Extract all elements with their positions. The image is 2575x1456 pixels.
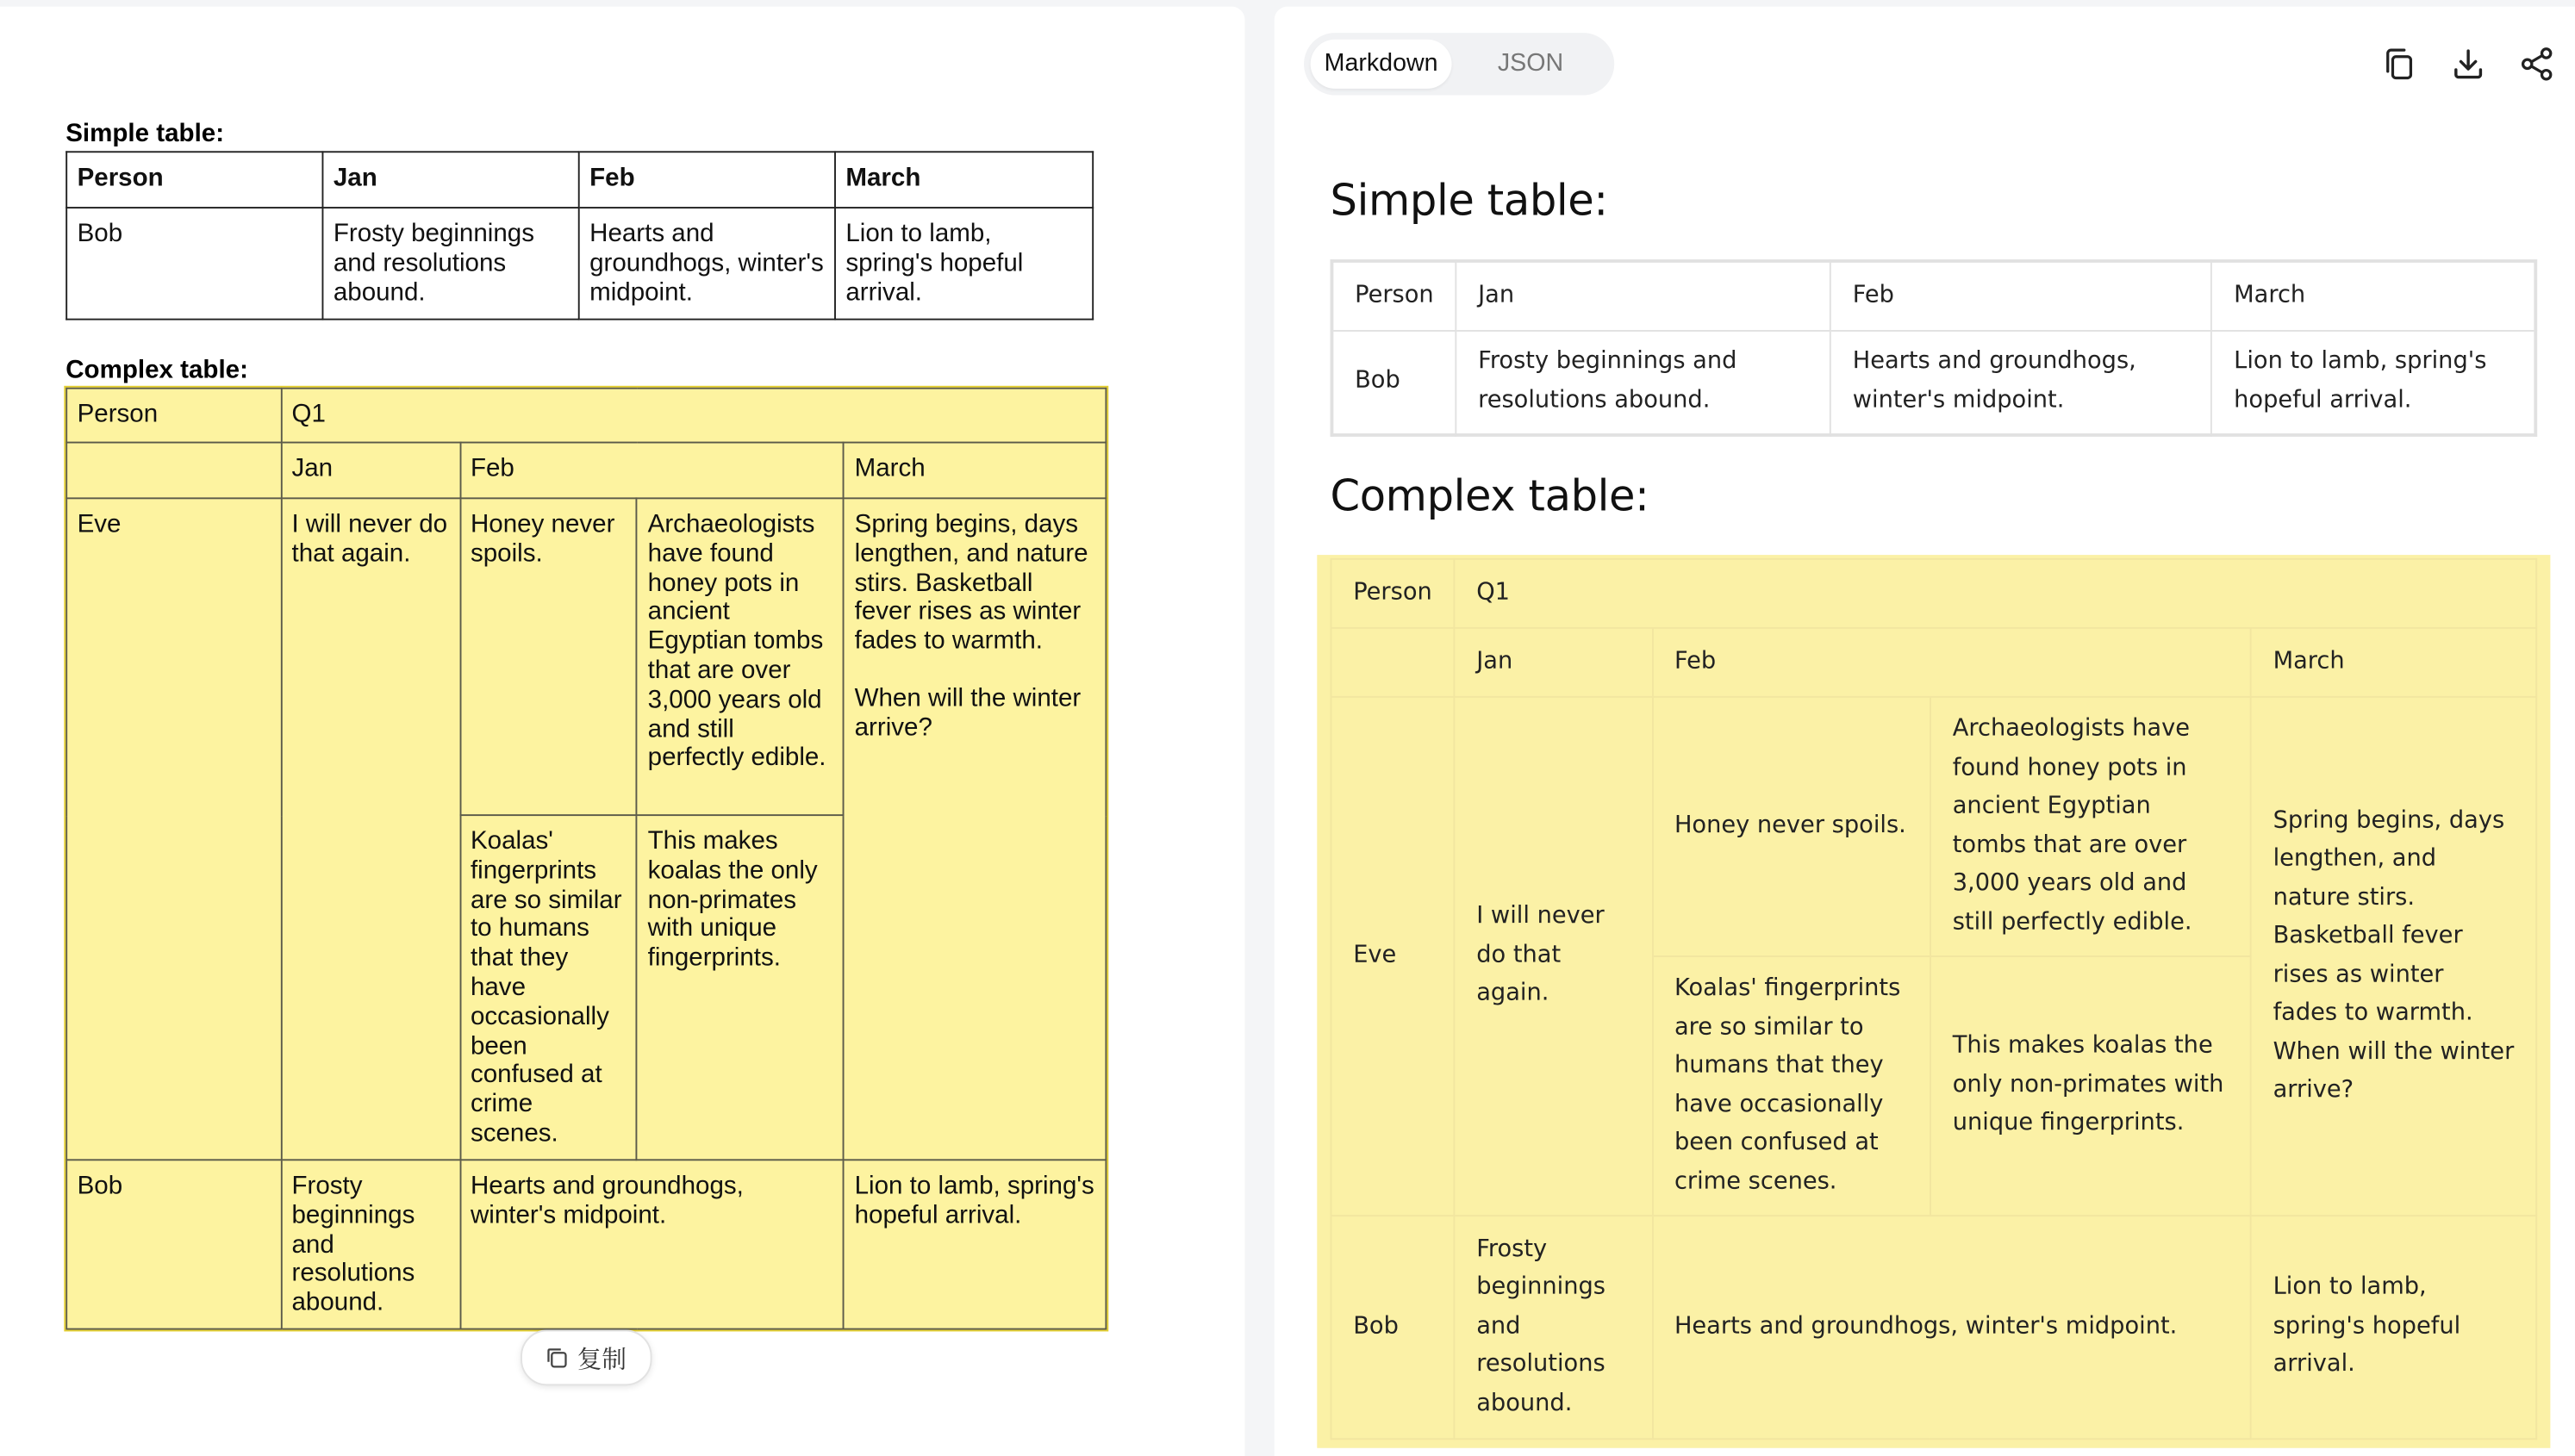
- table-cell: Hearts and groundhogs, winter's midpoint.: [1652, 1216, 2251, 1439]
- table-header-cell: Feb: [579, 152, 835, 208]
- table-cell: Lion to lamb, spring's hopeful arrival.: [2251, 1216, 2536, 1439]
- table-header-row: [66, 152, 1093, 208]
- table-header-cell: Feb: [1830, 261, 2211, 330]
- md-complex-table: [1331, 558, 2538, 1440]
- table-cell: Honey never spoils.: [460, 498, 638, 815]
- table-header-row: [1331, 261, 2535, 330]
- table-cell: March: [2251, 628, 2536, 697]
- table-row: [1331, 559, 2536, 628]
- table-cell: Person: [66, 389, 281, 443]
- doc-complex-table: [65, 388, 1107, 1330]
- table-cell: Bob: [66, 208, 322, 320]
- table-header-cell: Jan: [322, 152, 578, 208]
- table-cell: Lion to lamb, spring's hopeful arrival.: [844, 1160, 1106, 1328]
- copy-output-button[interactable]: [2381, 46, 2417, 82]
- table-cell: Hearts and groundhogs, winter's midpoint.: [579, 208, 835, 320]
- table-cell: Hearts and groundhogs, winter's midpoint.: [460, 1160, 845, 1328]
- table-header-cell: March: [2211, 261, 2535, 330]
- doc-simple-label: Simple table:: [65, 120, 225, 148]
- table-cell: Eve: [1331, 697, 1454, 1216]
- share-icon: [2519, 46, 2555, 82]
- table-cell: Archaeologists have found honey pots in ancient Egyptian tombs that are over 3,000 years old and still perfectly edible.: [637, 498, 844, 815]
- copy-icon: [546, 1347, 570, 1370]
- doc-simple-table: [65, 151, 1094, 320]
- table-header-cell: Person: [1331, 261, 1456, 330]
- copy-button-label: 复制: [577, 1345, 627, 1374]
- table-cell: Jan: [1454, 628, 1652, 697]
- table-header-cell: Jan: [1456, 261, 1830, 330]
- table-cell: I will never do that again.: [281, 498, 459, 1160]
- table-cell: March: [844, 443, 1106, 499]
- table-cell: Eve: [66, 498, 281, 1160]
- cell-paragraph: When will the winter arrive?: [854, 684, 1082, 742]
- table-cell: I will never do that again.: [1454, 697, 1652, 1216]
- table-cell: Lion to lamb, spring's hopeful arrival.: [835, 208, 1093, 320]
- table-row: [66, 1160, 1106, 1328]
- tab-json[interactable]: JSON: [1497, 49, 1564, 78]
- doc-complex-label: Complex table:: [65, 356, 248, 384]
- table-cell: Q1: [1454, 559, 2536, 628]
- copy-icon: [2381, 46, 2417, 82]
- simple-table-heading: Simple table:: [1330, 177, 1608, 227]
- table-row: [1331, 628, 2536, 697]
- table-row: [66, 208, 1093, 320]
- table-cell: Person: [1331, 559, 1454, 628]
- copy-button[interactable]: [521, 1330, 652, 1386]
- table-cell: Honey never spoils.: [1652, 697, 1930, 956]
- table-cell: [66, 443, 281, 499]
- table-cell: Bob: [1331, 1216, 1454, 1439]
- table-cell: Spring begins, days lengthen, and nature stirs. Basketball fever rises as winter fades to warmth. When will the winter arrive?: [2251, 697, 2536, 1216]
- table-cell: Bob: [1331, 330, 1456, 435]
- table-row: [1331, 1216, 2536, 1439]
- table-row: [66, 443, 1106, 499]
- format-tabs: [1304, 33, 1614, 95]
- table-header-cell: March: [835, 152, 1093, 208]
- table-cell: Feb: [1652, 628, 2251, 697]
- table-cell: Koalas' fingerprints are so similar to humans that they have occasionally been confused at crime scenes.: [460, 815, 638, 1160]
- table-row: [66, 498, 1106, 815]
- table-row: [66, 389, 1106, 443]
- table-cell: This makes koalas the only non-primates with unique fingerprints.: [637, 815, 844, 1160]
- table-row: [1331, 697, 2536, 956]
- download-icon: [2450, 46, 2486, 82]
- table-cell: [1331, 628, 1454, 697]
- table-row: [1331, 330, 2535, 435]
- table-cell: Archaeologists have found honey pots in ancient Egyptian tombs that are over 3,000 years old and still perfectly edible.: [1930, 697, 2251, 956]
- table-cell: Bob: [66, 1160, 281, 1328]
- table-cell: Frosty beginnings and resolutions abound.: [1456, 330, 1830, 435]
- table-cell: [844, 498, 1106, 1160]
- download-button[interactable]: [2450, 46, 2486, 82]
- table-header-cell: Person: [66, 152, 322, 208]
- table-cell: Hearts and groundhogs, winter's midpoint.: [1830, 330, 2211, 435]
- share-button[interactable]: [2519, 46, 2555, 82]
- complex-table-heading: Complex table:: [1330, 472, 1649, 522]
- table-cell: Q1: [281, 389, 1106, 443]
- table-cell: Frosty beginnings and resolutions abound.: [1454, 1216, 1652, 1439]
- table-cell: Koalas' fingerprints are so similar to humans that they have occasionally been confused at crime scenes.: [1652, 956, 1930, 1216]
- table-cell: Frosty beginnings and resolutions abound.: [281, 1160, 459, 1328]
- table-cell: This makes koalas the only non-primates with unique fingerprints.: [1930, 956, 2251, 1216]
- tab-markdown[interactable]: Markdown: [1311, 40, 1452, 89]
- table-cell: Frosty beginnings and resolutions abound.: [322, 208, 578, 320]
- table-cell: Lion to lamb, spring's hopeful arrival.: [2211, 330, 2535, 435]
- table-cell: Feb: [460, 443, 845, 499]
- table-cell: Jan: [281, 443, 459, 499]
- cell-paragraph: Spring begins, days lengthen, and nature stirs. Basketball fever rises as winter fades to warmth.: [854, 510, 1088, 656]
- md-simple-table: [1331, 259, 2538, 437]
